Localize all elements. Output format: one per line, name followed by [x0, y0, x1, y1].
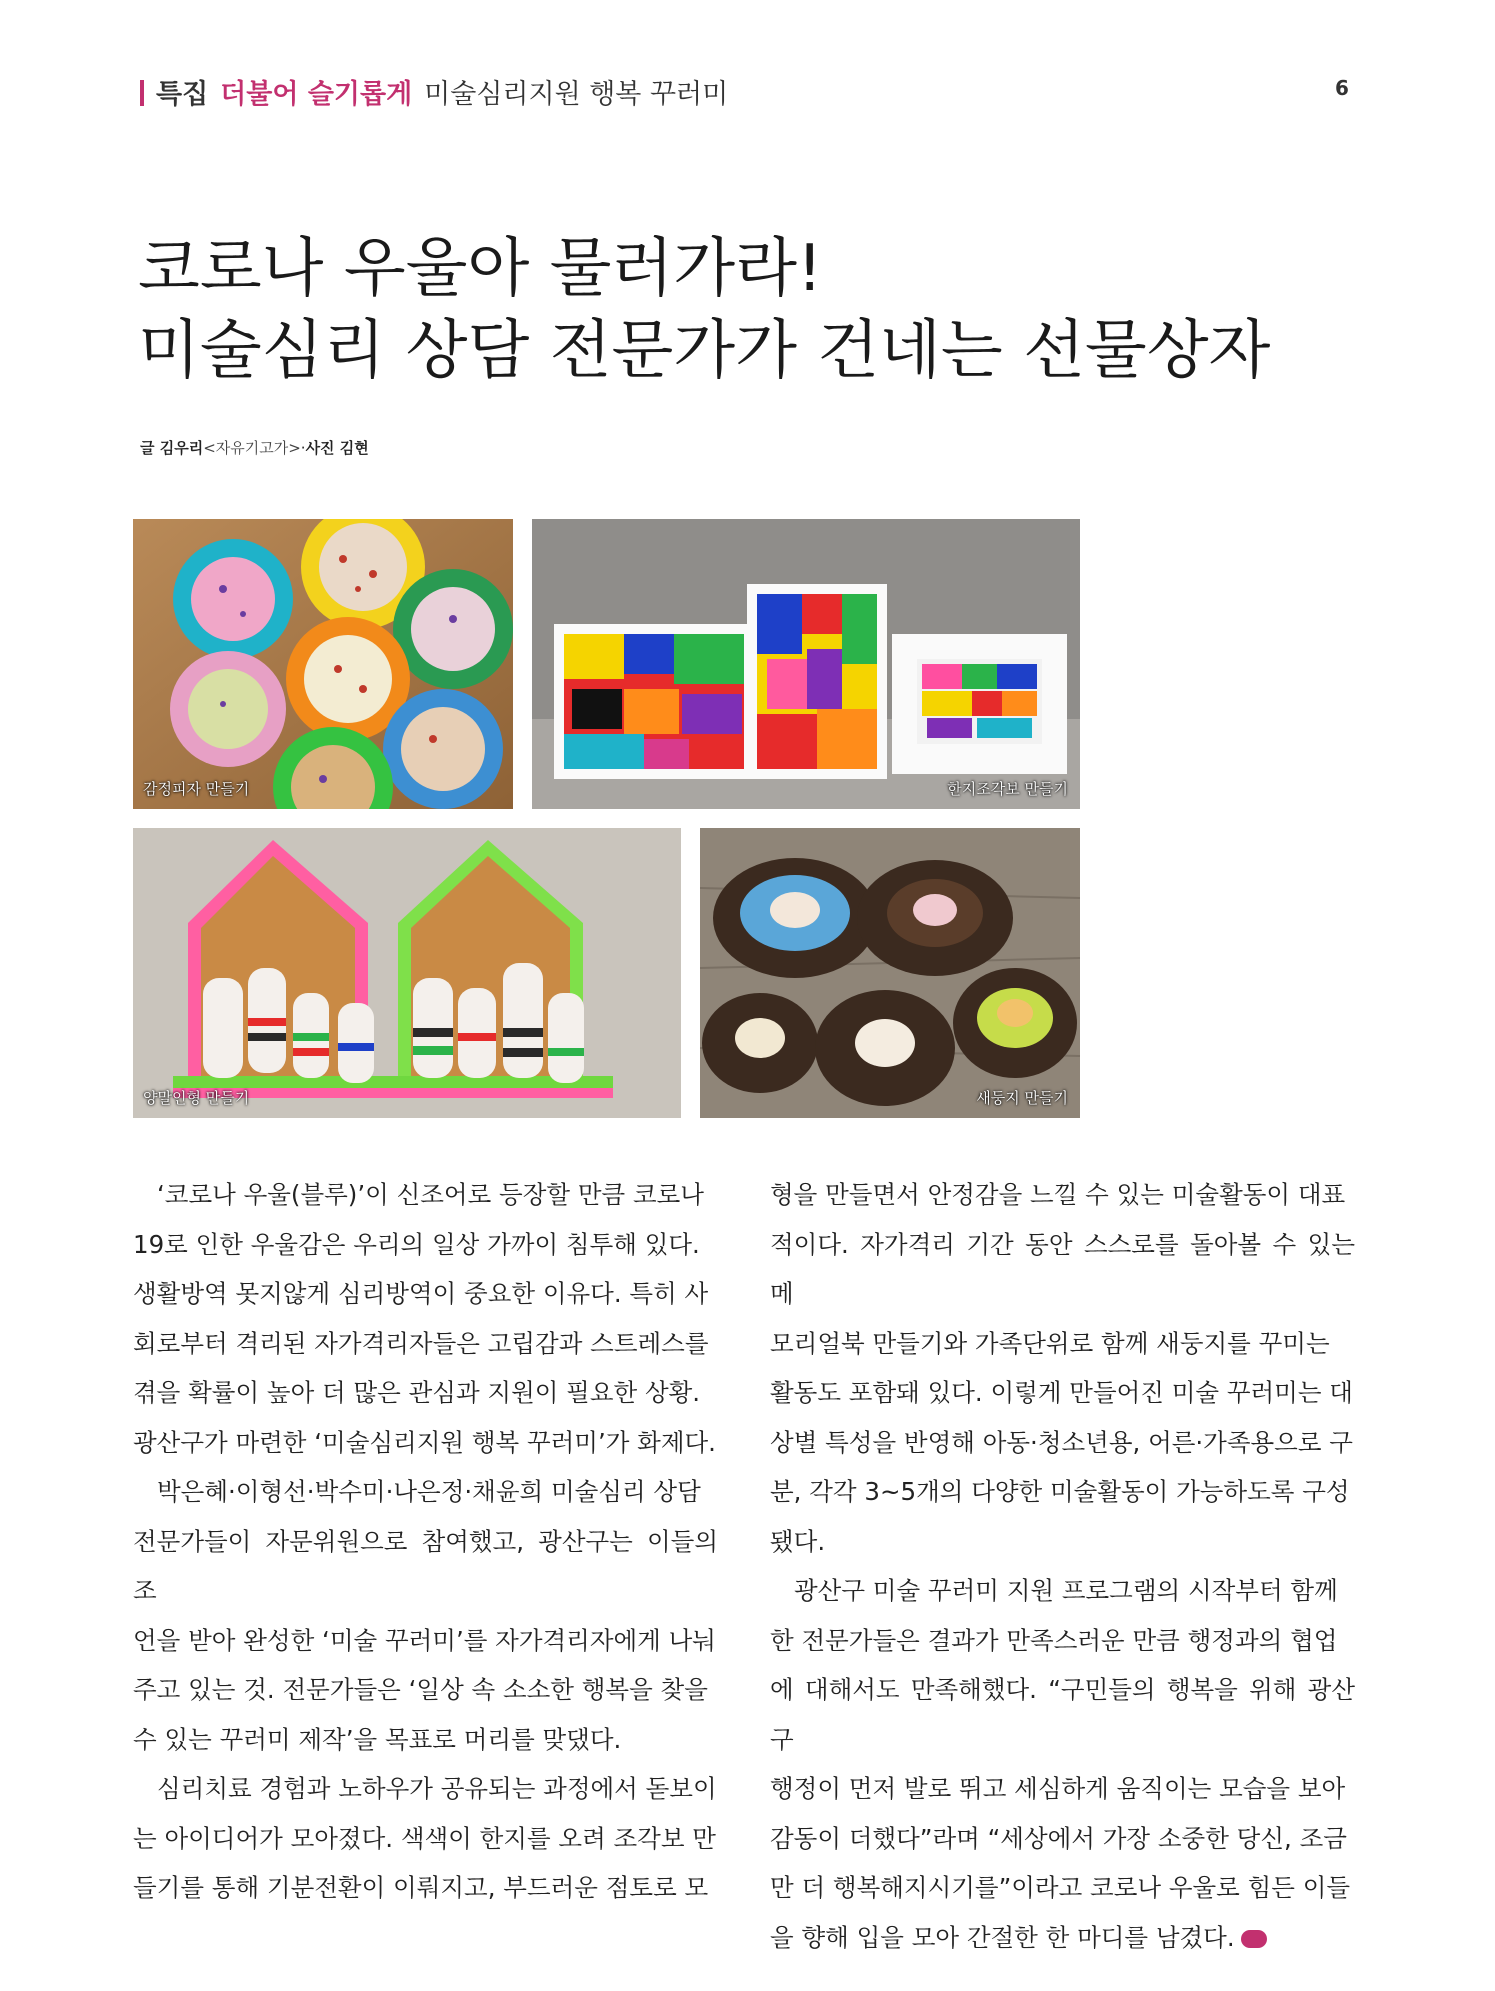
body-line: 형을 만들면서 안정감을 느낄 수 있는 미술활동이 대표	[770, 1180, 1346, 1209]
series-label: 더불어 슬기롭게	[220, 79, 413, 110]
body-line: 심리치료 경험과 노하우가 공유되는 과정에서 돋보이	[157, 1774, 717, 1803]
photo-emotion-pizza	[133, 519, 513, 809]
body-line: 겪을 확률이 높아 더 많은 관심과 지원이 필요한 상황.	[133, 1378, 701, 1407]
body-line: 들기를 통해 기분전환이 이뤄지고, 부드러운 점토로 모	[133, 1873, 709, 1902]
byline-separator: ·	[300, 439, 306, 457]
body-line: 광산구가 마련한 ‘미술심리지원 행복 꾸러미’가 화제다.	[133, 1427, 716, 1457]
topic-label: 미술심리지원 행복 꾸러미	[424, 79, 729, 110]
body-line: 회로부터 격리된 자가격리자들은 고립감과 스트레스를	[133, 1328, 709, 1358]
article-body-left-column	[133, 1170, 718, 1913]
body-line: 적이다. 자가격리 기간 동안 스스로를 돌아볼 수 있는 메	[770, 1229, 1355, 1308]
writer-credit: 글 김우리	[140, 439, 204, 457]
body-line: 박은혜·이형선·박수미·나은정·채윤희 미술심리 상담	[157, 1477, 701, 1506]
body-line: 에 대해서도 만족해했다. “구민들의 행복을 위해 광산구	[770, 1675, 1355, 1754]
photo-bird-nest	[700, 828, 1080, 1118]
photo-caption: 한지조각보 만들기	[947, 780, 1068, 798]
byline	[140, 437, 369, 458]
photo-hanji-patchwork	[532, 519, 1080, 809]
body-line: 행정이 먼저 발로 뛰고 세심하게 움직이는 모습을 보아	[770, 1774, 1346, 1803]
bird-nest-image	[700, 828, 1080, 1118]
body-line: 활동도 포함돼 있다. 이렇게 만들어진 미술 꾸러미는 대	[770, 1378, 1353, 1407]
article-end-mark-icon	[1241, 1930, 1267, 1948]
body-line-text: 을 향해 입을 모아 간절한 한 마디를 남겼다.	[770, 1922, 1235, 1952]
writer-role: <자유기고가>	[203, 439, 301, 457]
photo-caption: 새둥지 만들기	[976, 1089, 1068, 1107]
body-line: 만 더 행복해지시기를”이라고 코로나 우울로 힘든 이들	[770, 1873, 1351, 1902]
body-line: ‘코로나 우울(블루)’이 신조어로 등장할 만큼 코로나	[157, 1180, 704, 1209]
title-line-2: 미술심리 상담 전문가가 건네는 선물상자	[138, 314, 1271, 388]
body-line: 분, 각각 3~5개의 다양한 미술활동이 가능하도록 구성	[770, 1477, 1350, 1506]
body-line: 모리얼북 만들기와 가족단위로 함께 새둥지를 꾸미는	[770, 1328, 1330, 1358]
photo-credit: 사진 김현	[305, 439, 369, 457]
photo-caption: 양말인형 만들기	[143, 1089, 250, 1107]
body-line: 는 아이디어가 모아졌다. 색색이 한지를 오려 조각보 만	[133, 1823, 716, 1853]
body-line: 생활방역 못지않게 심리방역이 중요한 이유다. 특히 사	[133, 1279, 709, 1308]
body-line: 상별 특성을 반영해 아동·청소년용, 어른·가족용으로 구	[770, 1427, 1353, 1457]
article-body-right-column	[770, 1170, 1355, 1962]
body-line: 됐다.	[770, 1526, 826, 1556]
body-line: 주고 있는 것. 전문가들은 ‘일상 속 소소한 행복을 찾을	[133, 1675, 708, 1704]
title-line-1: 코로나 우울아 물러가라!	[138, 232, 823, 306]
body-line: 감동이 더했다”라며 “세상에서 가장 소중한 당신, 조금	[770, 1823, 1347, 1853]
article-title	[138, 228, 1270, 392]
body-line: 언을 받아 완성한 ‘미술 꾸러미’를 자가격리자에게 나눠	[133, 1625, 716, 1655]
photo-sock-doll	[133, 828, 681, 1118]
section-header	[140, 72, 728, 111]
body-line: 광산구 미술 꾸러미 지원 프로그램의 시작부터 함께	[794, 1576, 1338, 1605]
photo-caption: 감정피자 만들기	[143, 780, 250, 798]
body-line: 한 전문가들은 결과가 만족스러운 만큼 행정과의 협업	[770, 1625, 1338, 1655]
sock-doll-image	[133, 828, 681, 1118]
hanji-patchwork-image	[532, 519, 1080, 809]
header-accent-bar	[140, 80, 144, 106]
section-label: 특집	[156, 79, 209, 110]
body-line: 19로 인한 우울감은 우리의 일상 가까이 침투해 있다.	[133, 1229, 700, 1259]
emotion-pizza-image	[133, 519, 513, 809]
body-line: 수 있는 꾸러미 제작’을 목표로 머리를 맞댔다.	[133, 1724, 622, 1754]
body-line: 전문가들이 자문위원으로 참여했고, 광산구는 이들의 조	[133, 1526, 718, 1605]
page-number: 6	[1335, 76, 1349, 100]
body-line-last	[770, 1913, 1355, 1963]
